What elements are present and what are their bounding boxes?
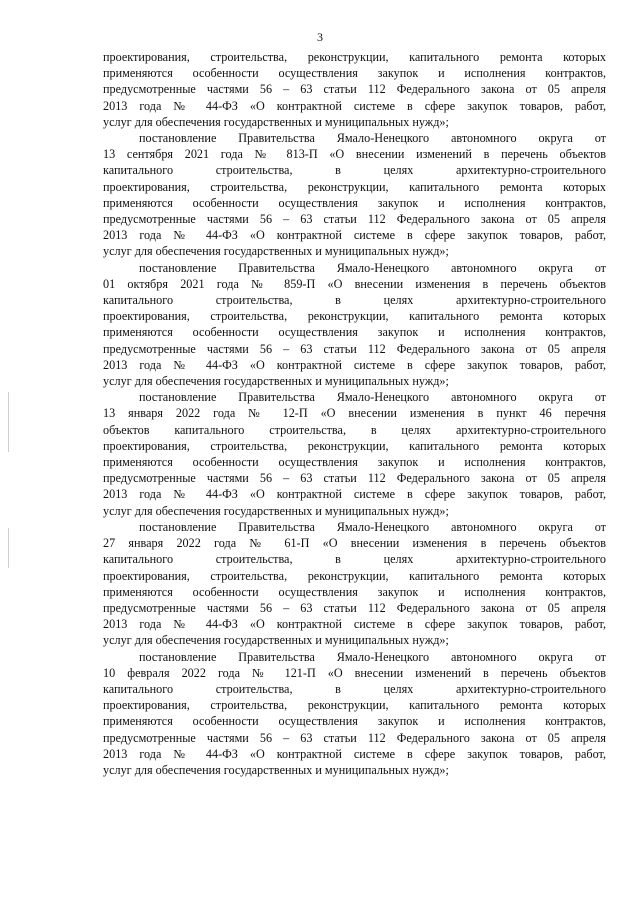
text-line: капитального строительства, в целях архитектурно-строительного bbox=[103, 163, 606, 178]
text-line: проектирования, строительства, реконструкции, капитального ремонта которых bbox=[103, 50, 606, 64]
text-line: объектов капитального строительства, в целях архитектурно-строительного bbox=[103, 422, 606, 437]
text-line: предусмотренные частями 56 – 63 статьи 112 Федерального закона от 05 апреля bbox=[103, 82, 606, 97]
document-body bbox=[103, 49, 606, 778]
text-line: постановление Правительства Ямало-Ненецкого автономного округа от bbox=[139, 390, 606, 405]
text-line: услуг для обеспечения государственных и муниципальных нужд»; bbox=[103, 503, 449, 518]
text-line: постановление Правительства Ямало-Ненецкого автономного округа от bbox=[139, 131, 606, 146]
text-line: проектирования, строительства, реконструкции, капитального ремонта которых bbox=[103, 438, 606, 453]
text-line: проектирования, строительства, реконструкции, капитального ремонта которых bbox=[103, 179, 606, 194]
text-line: услуг для обеспечения государственных и муниципальных нужд»; bbox=[103, 374, 449, 389]
paragraph-item bbox=[103, 130, 606, 260]
text-line: применяются особенности осуществления закупок и исполнения контрактов, bbox=[103, 455, 606, 470]
text-line: капитального строительства, в целях архитектурно-строительного bbox=[103, 681, 606, 696]
scan-edge-mark bbox=[8, 528, 9, 568]
text-line: 2013 года № 44-ФЗ «О контрактной системе в сфере закупок товаров, работ, bbox=[103, 357, 606, 372]
text-line: применяются особенности осуществления закупок и исполнения контрактов, bbox=[103, 325, 606, 340]
text-line: 2013 года № 44-ФЗ «О контрактной системе в сфере закупок товаров, работ, bbox=[103, 98, 606, 113]
paragraph-item bbox=[103, 260, 606, 390]
text-line: предусмотренные частями 56 – 63 статьи 112 Федерального закона от 05 апреля bbox=[103, 341, 606, 356]
text-line: применяются особенности осуществления закупок и исполнения контрактов, bbox=[103, 584, 606, 599]
text-line: услуг для обеспечения государственных и муниципальных нужд»; bbox=[103, 244, 449, 259]
text-line: услуг для обеспечения государственных и муниципальных нужд»; bbox=[103, 762, 449, 777]
text-line: постановление Правительства Ямало-Ненецкого автономного округа от bbox=[139, 649, 606, 664]
text-line: 13 сентября 2021 года № 813-П «О внесении изменений в перечень объектов bbox=[103, 147, 606, 162]
text-line: услуг для обеспечения государственных и муниципальных нужд»; bbox=[103, 114, 449, 129]
text-line: 01 октября 2021 года № 859-П «О внесении изменения в перечень объектов bbox=[103, 276, 606, 291]
text-line: постановление Правительства Ямало-Ненецкого автономного округа от bbox=[139, 519, 606, 534]
page-number: 3 bbox=[317, 30, 323, 44]
text-line: постановление Правительства Ямало-Ненецкого автономного округа от bbox=[139, 260, 606, 275]
paragraph-item bbox=[103, 519, 606, 649]
text-line: предусмотренные частями 56 – 63 статьи 112 Федерального закона от 05 апреля bbox=[103, 600, 606, 615]
text-line: 2013 года № 44-ФЗ «О контрактной системе в сфере закупок товаров, работ, bbox=[103, 228, 606, 243]
scan-edge-mark bbox=[8, 392, 9, 452]
paragraph-continuation bbox=[103, 49, 606, 130]
text-line: 2013 года № 44-ФЗ «О контрактной системе в сфере закупок товаров, работ, bbox=[103, 487, 606, 502]
text-line: 13 января 2022 года № 12-П «О внесении изменения в пункт 46 перечня bbox=[103, 406, 606, 421]
text-line: проектирования, строительства, реконструкции, капитального ремонта которых bbox=[103, 698, 606, 713]
paragraph-item bbox=[103, 649, 606, 779]
text-line: предусмотренные частями 56 – 63 статьи 112 Федерального закона от 05 апреля bbox=[103, 471, 606, 486]
text-line: применяются особенности осуществления закупок и исполнения контрактов, bbox=[103, 195, 606, 210]
text-line: 2013 года № 44-ФЗ «О контрактной системе в сфере закупок товаров, работ, bbox=[103, 617, 606, 632]
text-line: проектирования, строительства, реконструкции, капитального ремонта которых bbox=[103, 568, 606, 583]
text-line: 2013 года № 44-ФЗ «О контрактной системе в сфере закупок товаров, работ, bbox=[103, 746, 606, 761]
text-line: проектирования, строительства, реконструкции, капитального ремонта которых bbox=[103, 309, 606, 324]
text-line: услуг для обеспечения государственных и муниципальных нужд»; bbox=[103, 633, 449, 648]
text-line: предусмотренные частями 56 – 63 статьи 112 Федерального закона от 05 апреля bbox=[103, 212, 606, 227]
text-line: капитального строительства, в целях архитектурно-строительного bbox=[103, 552, 606, 567]
text-line: применяются особенности осуществления закупок и исполнения контрактов, bbox=[103, 714, 606, 729]
text-line: применяются особенности осуществления закупок и исполнения контрактов, bbox=[103, 66, 606, 81]
text-line: 27 января 2022 года № 61-П «О внесении изменения в перечень объектов bbox=[103, 536, 606, 551]
text-line: предусмотренные частями 56 – 63 статьи 112 Федерального закона от 05 апреля bbox=[103, 730, 606, 745]
text-line: капитального строительства, в целях архитектурно-строительного bbox=[103, 293, 606, 308]
paragraph-item bbox=[103, 389, 606, 519]
text-line: 10 февраля 2022 года № 121-П «О внесении изменений в перечень объектов bbox=[103, 665, 606, 680]
